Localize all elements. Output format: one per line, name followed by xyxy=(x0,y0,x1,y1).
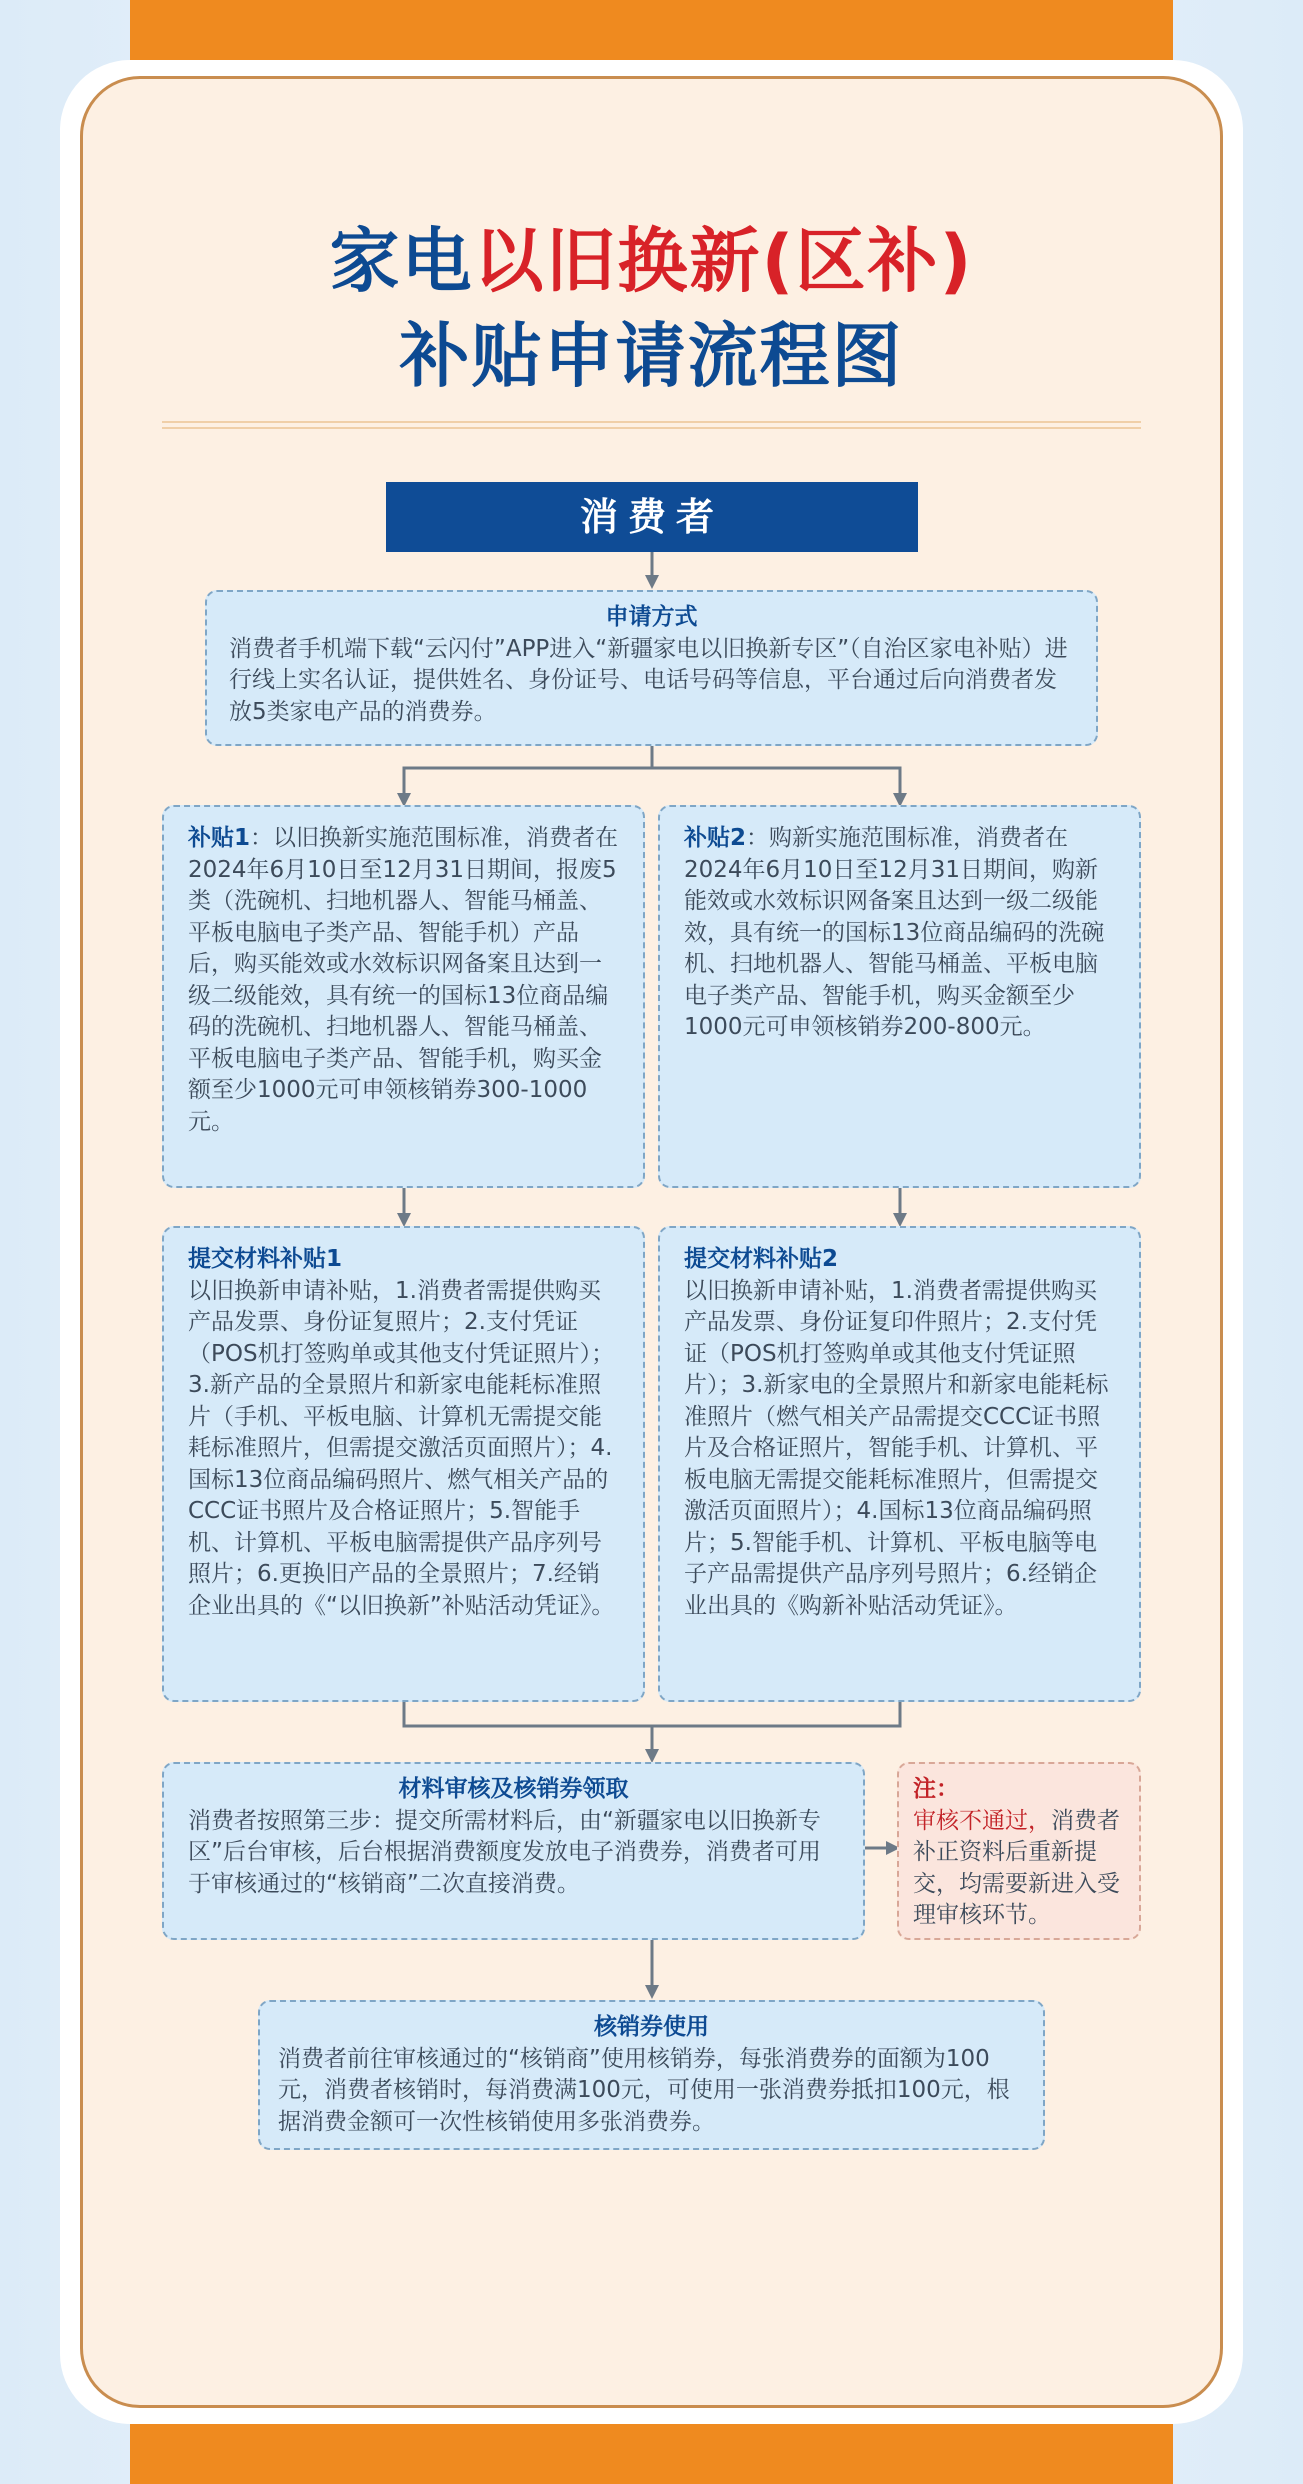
merge-materials-connector xyxy=(404,1702,900,1726)
review-title: 材料审核及核销券领取 xyxy=(398,1776,629,1802)
usage-text: 消费者前往审核通过的“核销商”使用核销券，每张消费券的面额为100元，消费者核销时，每消费满100元，可使用一张消费券抵扣100元，根据消费金额可一次性核销使用多张消费券。 xyxy=(278,2045,1010,2135)
materials1-text: 以旧换新申请补贴，1.消费者需提供购买产品发票、身份证复照片；2.支付凭证（POS机打签购单或其他支付凭证照片）；3.新产品的全景照片和新家电能耗标准照片（手机、平板电脑、计算机无需提交能耗标准照片，但需提交激活页面照片）；4.国标13位商品编码照片、燃气相关产品的CCC证书照片及合格证照片；5.智能手机、计算机、平板电脑需提供产品序列号照片；6.更换旧产品的全景照片；7.经销企业出具的《“以旧换新”补贴活动凭证》。 xyxy=(188,1277,615,1619)
page-title-line2: 补贴申请流程图 xyxy=(399,315,904,397)
note-text: 消费者补正资料后重新提交，均需要新进入受理审核环节。 xyxy=(913,1807,1120,1928)
materials2-box xyxy=(658,1226,1141,1702)
subsidy2-text: ：购新实施范围标准，消费者在2024年6月10日至12月31日期间，购新能效或水效标识网备案且达到一级二级能效，具有统一的国标13位商品编码的洗碗机、扫地机器人、智能马桶盖、平板电脑电子类产品、智能手机，购买金额至少1000元可申领核销券200-800元。 xyxy=(684,825,1105,1040)
usage-title: 核销券使用 xyxy=(594,2014,709,2040)
consumer-node: 消费者 xyxy=(386,482,918,552)
note-label: 注： xyxy=(913,1776,959,1802)
materials2-text: 以旧换新申请补贴，1.消费者需提供购买产品发票、身份证复印件照片；2.支付凭证（POS机打签购单或其他支付凭证照片）；3.新家电的全景照片和新家电能耗标准照片（燃气相关产品需提交CCC证书照片及合格证照片，智能手机、计算机、平板电脑无需提交能耗标准照片，但需提交激活页面照片）；4.国标13位商品编码照片；5.智能手机、计算机、平板电脑等电子产品需提供产品序列号照片；6.经销企业出具的《购新补贴活动凭证》。 xyxy=(684,1277,1109,1619)
materials1-box xyxy=(162,1226,645,1702)
apply-method-box xyxy=(205,590,1098,746)
apply-method-title: 申请方式 xyxy=(605,604,698,630)
review-box xyxy=(162,1762,865,1940)
note-highlight: 审核不通过， xyxy=(913,1807,1051,1834)
subsidy1-box xyxy=(162,805,645,1188)
review-text: 消费者按照第三步：提交所需材料后，由“新疆家电以旧换新专区”后台审核，后台根据消费额度发放电子消费券，消费者可用于审核通过的“核销商”二次直接消费。 xyxy=(188,1807,821,1897)
materials2-label: 提交材料补贴2 xyxy=(684,1246,839,1272)
arrow-apply-to-subsidy1 xyxy=(404,746,652,800)
subsidy2-box xyxy=(658,805,1141,1188)
title-part-tradein: 以旧换新(区补) xyxy=(473,220,974,302)
title-part-appliance: 家电 xyxy=(329,220,474,302)
note-box xyxy=(897,1762,1141,1940)
subsidy2-label: 补贴2 xyxy=(684,825,747,851)
apply-method-text: 消费者手机端下载“云闪付”APP进入“新疆家电以旧换新专区”（自治区家电补贴）进行线上实名认证，提供姓名、身份证号、电话号码等信息，平台通过后向消费者发放5类家电产品的消费券。 xyxy=(229,635,1068,725)
subsidy1-label: 补贴1 xyxy=(188,825,251,851)
subsidy1-text: ：以旧换新实施范围标准，消费者在2024年6月10日至12月31日期间，报废5类（洗碗机、扫地机器人、智能马桶盖、平板电脑电子类产品、智能手机）产品后，购买能效或水效标识网备案且达到一级二级能效，具有统一的国标13位商品编码的洗碗机、扫地机器人、智能马桶盖、平板电脑电子类产品、智能手机，购买金额至少1000元可申领核销券300-1000元。 xyxy=(188,825,619,1135)
materials1-label: 提交材料补贴1 xyxy=(188,1246,343,1272)
usage-box xyxy=(258,2000,1045,2150)
arrow-apply-to-subsidy2 xyxy=(652,768,900,800)
